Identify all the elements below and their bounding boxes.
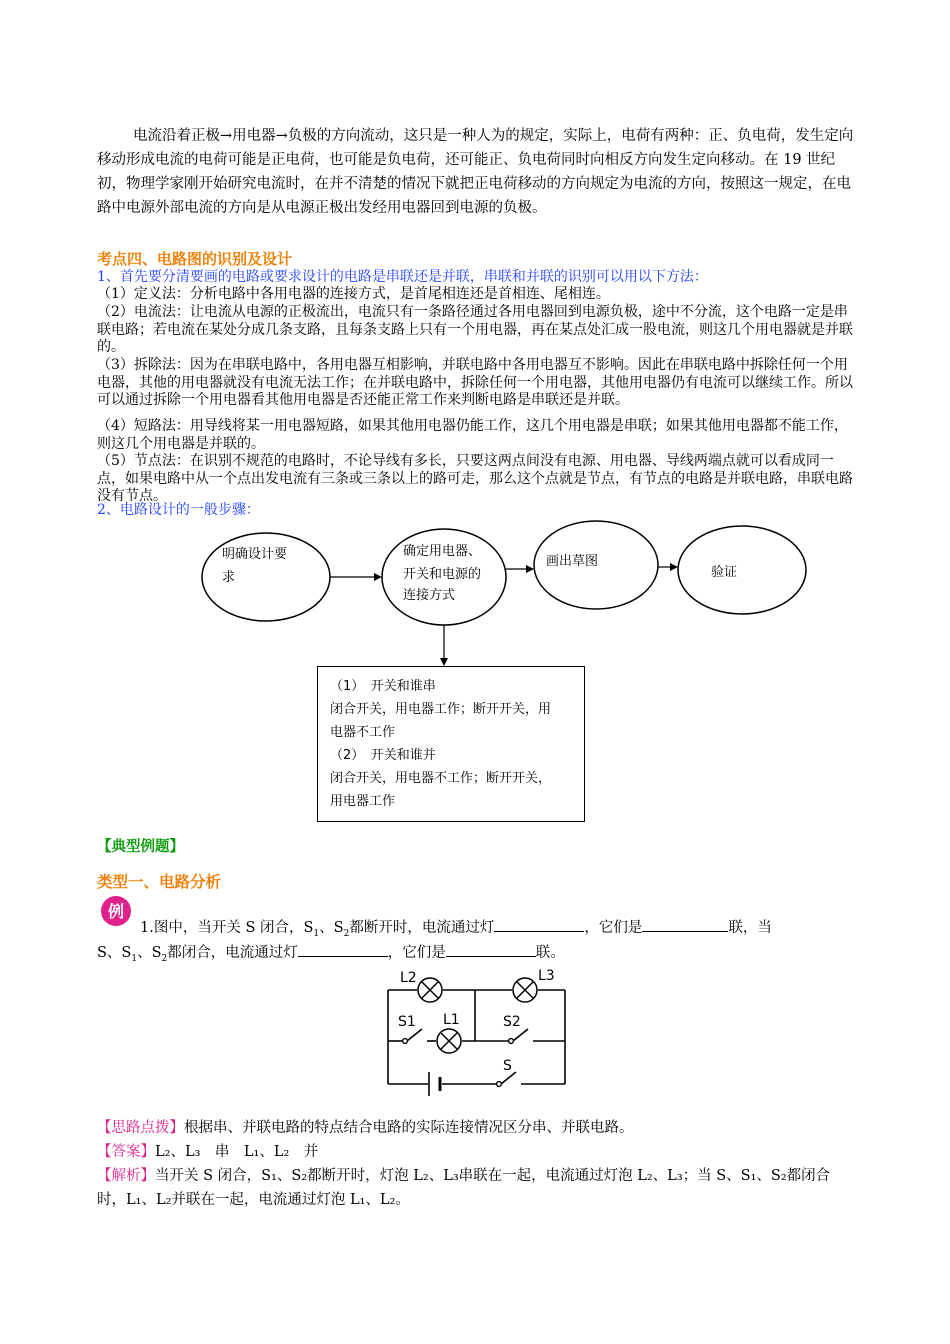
lamp-l3-icon: [513, 978, 537, 1002]
label-l3: L3: [538, 968, 555, 984]
rule-2-line-1: 闭合开关，用电器不工作；断开开关，: [330, 771, 552, 786]
analysis-paragraph: 【解析】当开关 S 闭合，S₁、S₂都断开时，灯泡 L₂、L₃串联在一起，电流通过灯泡 L₂、L₃；当 S、S₁、S₂都闭合时，L₁、L₂并联在一起，电流通过灯泡 L₁、L₂。: [97, 1168, 831, 1208]
label-s1: S1: [398, 1014, 416, 1030]
rule-2-line-2: 用电器工作: [330, 794, 396, 809]
point-2: 2、电路设计的一般步骤：: [97, 502, 260, 518]
answer-blank-4[interactable]: [446, 942, 536, 957]
method-current: （2）电流法：让电流从电源的正极流出，电流只有一条路径通过各用电器回到电源负极，途中不分流，这个电路一定是串联电路；若电流在某处分成几条支路，且每条支路上只有一个用电器，再在某点处汇成一股电流，则这几个用电器就是并联的。: [97, 304, 853, 355]
hint-paragraph: 【思路点拨】根据串、并联电路的特点结合电路的实际连接情况区分串、并联电路。: [97, 1120, 634, 1136]
flow-step-1-line-2: 求: [222, 570, 236, 585]
answer-blank-3[interactable]: [298, 942, 388, 957]
answer-blank-1[interactable]: [494, 917, 584, 932]
method-node: （5）节点法：在识别不规范的电路时，不论导线有多长，只要这两点间没有电源、用电器、导线两端点就可以看成同一点，如果电路中从一个点出发电流有三条或三条以上的路可走，那么这个点就是节点，有节点的电路是并联电路，串联电路没有节点。: [97, 453, 853, 504]
flow-step-1-line-1: 明确设计要: [222, 547, 288, 562]
flow-step-2-line-1: 确定用电器、: [403, 544, 482, 559]
section-title: 考点四、电路图的识别及设计: [97, 250, 293, 268]
label-l1: L1: [443, 1012, 460, 1028]
point-1: 1、首先要分清要画的电路或要求设计的电路是串联还是并联，串联和并联的识别可以用以下方法：: [97, 269, 708, 285]
question-1-line-1: 1.图中，当开关 S 闭合，$S_1$、$S_2$都断开时，电流通过灯 ，它们是 联，当: [140, 916, 856, 946]
rule-1-line-1: 闭合开关，用电器工作；断开开关，用: [330, 702, 552, 717]
flow-step-4-label: 验证: [711, 565, 738, 580]
flow-step-3-label: 画出草图: [546, 554, 599, 569]
question-1-line-2: S、$S_1$、$S_2$都闭合，电流通过灯 ，它们是 联。: [97, 941, 857, 971]
switch-rules-box: [317, 666, 585, 822]
answer-tag: 【答案】: [97, 1144, 155, 1160]
method-definition: （1）定义法：分析电路中各用电器的连接方式，是首尾相连还是首相连、尾相连。: [97, 286, 610, 302]
lamp-l2-icon: [418, 978, 442, 1002]
example-badge-icon: [100, 895, 132, 927]
flow-step-4: [678, 526, 806, 614]
method-short: （4）短路法：用导线将某一用电器短路，如果其他用电器仍能工作，这几个用电器是串联；如果其他用电器都不能工作，则这几个用电器是并联的。: [97, 418, 848, 452]
examples-heading: 【典型例题】: [97, 838, 184, 855]
flow-step-2-line-2: 开关和电源的: [403, 567, 482, 582]
flow-step-2-line-3: 连接方式: [403, 588, 456, 603]
example-badge-text: 例: [108, 902, 125, 921]
lamp-l1-icon: [437, 1029, 461, 1053]
rule-1-title: （1） 开关和谁串: [330, 679, 436, 694]
answer-blank-2[interactable]: [642, 917, 728, 932]
rule-1-line-2: 电器不工作: [330, 725, 396, 740]
label-l2: L2: [400, 970, 417, 986]
analysis-tag: 【解析】: [97, 1168, 155, 1184]
hint-tag: 【思路点拨】: [97, 1120, 184, 1136]
rule-2-title: （2） 开关和谁并: [330, 748, 436, 763]
method-removal: （3）拆除法：因为在串联电路中，各用电器互相影响，并联电路中各用电器互不影响。因此在串联电路中拆除任何一个用电器，其他的用电器就没有电流无法工作；在并联电路中，拆除任何一个用电器，其他用电器仍有电流可以继续工作。所以可以通过拆除一个用电器看其他用电器是否还能正常工作来判断电路是串联还是并联。: [97, 357, 853, 408]
circuit-diagram: [0, 966, 950, 1096]
answer-paragraph: 【答案】L₂、L₃ 串 L₁、L₂ 并: [97, 1144, 319, 1160]
label-s2: S2: [503, 1014, 521, 1030]
intro-paragraph: 电流沿着正极→用电器→负极的方向流动，这只是一种人为的规定，实际上，电荷有两种：正、负电荷，发生定向移动形成电流的电荷可能是正电荷，也可能是负电荷，还可能正、负电荷同时向相反方向发生定向移动。在 19 世纪初，物理学家刚开始研究电流时，在并不清楚的情况下就把正电荷移动的方向规定为电流的方向，按照这一规定，在电路中电源外部电流的方向是从电源正极出发经用电器回到电源的负极。: [97, 128, 854, 216]
type-1-heading: 类型一、电路分析: [97, 872, 222, 891]
label-s: S: [503, 1058, 512, 1074]
